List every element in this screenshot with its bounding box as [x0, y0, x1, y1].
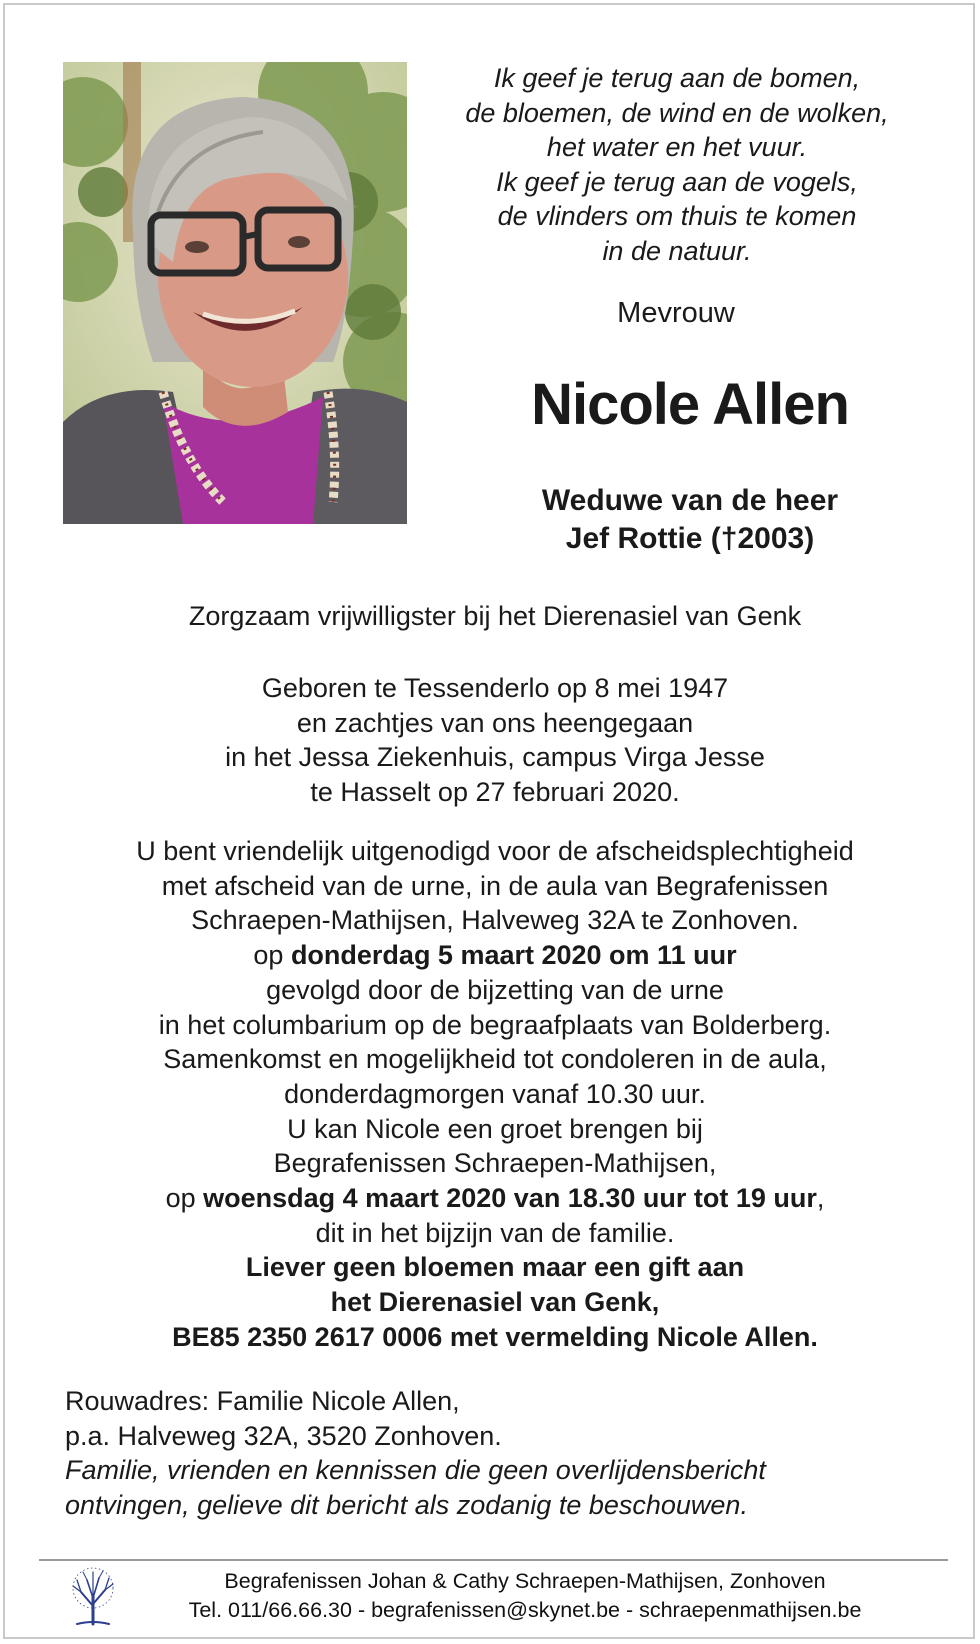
ceremony-info	[55, 834, 935, 1355]
donation-account: BE85 2350 2617 0006 met vermelding Nicole Allen.	[172, 1321, 818, 1352]
address-line: p.a. Halveweg 32A, 3520 Zonhoven.	[65, 1420, 502, 1451]
death-line: in het Jessa Ziekenhuis, campus Virga Jesse	[225, 742, 765, 773]
birth-death-info	[55, 671, 935, 810]
ceremony-date: donderdag 5 maart 2020 om 11 uur	[290, 940, 737, 971]
visitation-date-line	[55, 1181, 935, 1216]
ceremony-date-prefix: op	[253, 940, 291, 971]
funeral-home-footer	[125, 1567, 925, 1625]
poem-line: Ik geef je terug aan de bomen,	[493, 63, 861, 93]
visitation-date: woensdag 4 maart 2020 van 18.30 uur tot 19 uur	[203, 1183, 817, 1214]
obituary-card	[3, 3, 975, 1639]
poem	[410, 61, 944, 268]
mourning-address	[65, 1384, 945, 1523]
address-line: Rouwadres: Familie Nicole Allen,	[65, 1386, 460, 1416]
spouse-line: Weduwe van de heer	[541, 484, 839, 517]
notice-line: ontvingen, gelieve dit bericht als zodanig te beschouwen.	[65, 1490, 748, 1521]
donation-line: het Dierenasiel van Genk,	[330, 1287, 660, 1318]
notice-line: Familie, vrienden en kennissen die geen overlijdensbericht	[65, 1455, 766, 1486]
honorific: Mevrouw	[617, 297, 735, 329]
ceremony-line: Samenkomst en mogelijkheid tot condoleren in de aula,	[163, 1044, 827, 1075]
ceremony-line: dit in het bijzijn van de familie.	[315, 1217, 675, 1248]
tree-icon	[67, 1566, 119, 1628]
funeral-home-contact: Tel. 011/66.66.30 - begrafenissen@skynet.be - schraepenmathijsen.be	[188, 1598, 862, 1622]
deceased-name: Nicole Allen	[531, 372, 849, 437]
poem-line: het water en het vuur.	[546, 132, 808, 162]
ceremony-line: Schraepen-Mathijsen, Halveweg 32A te Zonhoven.	[191, 905, 799, 936]
visitation-prefix: op	[165, 1183, 204, 1214]
poem-line: de bloemen, de wind en de wolken,	[465, 97, 889, 128]
ceremony-line: U bent vriendelijk uitgenodigd voor de afscheidsplechtigheid	[136, 836, 854, 866]
poem-line: in de natuur.	[602, 235, 752, 266]
portrait-photo	[63, 62, 407, 524]
poem-line: Ik geef je terug aan de vogels,	[496, 166, 858, 197]
tagline: Zorgzaam vrijwilligster bij het Dierenasiel van Genk	[188, 601, 802, 631]
visitation-suffix: ,	[816, 1183, 825, 1214]
ceremony-date-line	[55, 938, 935, 973]
footer-divider	[39, 1559, 948, 1561]
ceremony-line: in het columbarium op de begraafplaats van Bolderberg.	[158, 1009, 832, 1040]
portrait-image	[63, 62, 407, 524]
ceremony-line: donderdagmorgen vanaf 10.30 uur.	[284, 1078, 706, 1109]
ceremony-line: gevolgd door de bijzetting van de urne	[266, 974, 724, 1005]
funeral-home-name: Begrafenissen Johan & Cathy Schraepen-Mathijsen, Zonhoven	[224, 1569, 826, 1593]
donation-line: Liever geen bloemen maar een gift aan	[245, 1252, 745, 1283]
ceremony-line: Begrafenissen Schraepen-Mathijsen,	[273, 1148, 717, 1179]
spouse-name: Jef Rottie (†2003)	[565, 522, 815, 555]
birth-line: Geboren te Tessenderlo op 8 mei 1947	[261, 673, 729, 703]
spouse-info	[445, 482, 935, 558]
death-line: en zachtjes van ons heengegaan	[296, 707, 694, 738]
poem-line: de vlinders om thuis te komen	[497, 201, 857, 231]
ceremony-line: U kan Nicole een groet brengen bij	[287, 1113, 703, 1144]
ceremony-line: met afscheid van de urne, in de aula van Begrafenissen	[161, 870, 829, 901]
death-line: te Hasselt op 27 februari 2020.	[310, 777, 680, 808]
